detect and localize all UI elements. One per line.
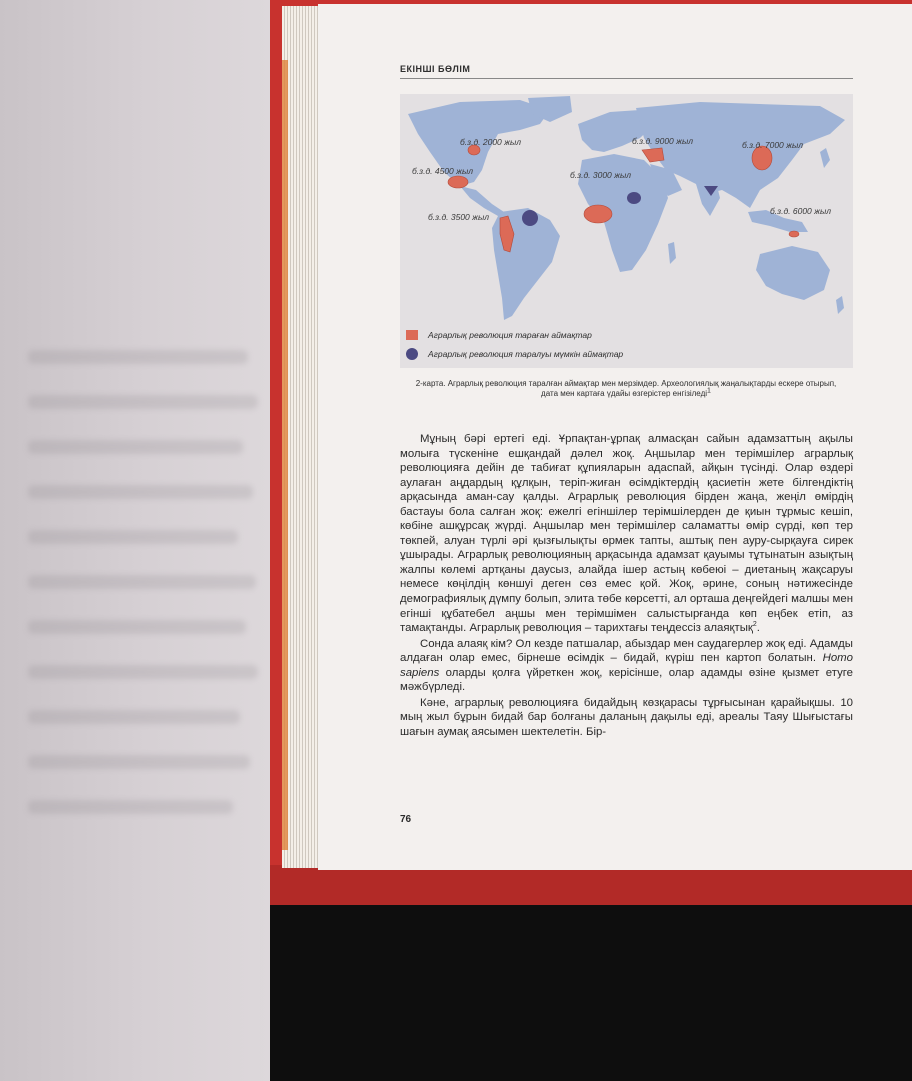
blurred-text-line [28,485,253,499]
blurred-text-line [28,665,258,679]
paragraph-3-text: Кәне, аграрлық революцияға бидайдың көзқарасы тұрғысынан қарайықшы. 10 мың жыл бұрын бидай бар болғаны даланың дақылы еді, ареалы Таяу Шығыстағы шағын аумақ аясымен шектелетін. Бір- [400,696,853,738]
world-map [400,94,853,368]
legend-possible [406,348,623,360]
continent-madagascar [668,242,676,264]
caption-text: 2-карта. Аграрлық революция таралған аймақтар мен мерзімдер. Археологиялық жаңалықтарды ескере отырып, дата мен картаға үдайы өзгерістер енгізіледі [415,379,837,398]
legend-actual [406,330,592,340]
footnote-mark-2: 2 [752,621,757,629]
map-label-3000: б.з.д. 3000 жыл [570,170,632,180]
paragraph-2-text-a: Сонда алаяқ кім? Ол кезде патшалар, абыздар мен саудагерлер жоқ еді. Адамды алдаған олар емес, бірнеше өсімдік – бидай, күріш пен картоп болатын. [400,637,853,665]
map-label-2000: б.з.д. 2000 жыл [460,137,522,147]
paragraph-1-text: Мұның бәрі ертегі еді. Ұрпақтан-ұрпақ алмасқан сайын адамзаттың ақылы молыға түскеніне ешқандай дәлел жоқ. Аңшылар мен терімшілер аграрлық революцияға дейін де табиғат құпияларын адаспай, айқын түсінді. Олар өздері аулаған аңдардың құлқын, теріп-жиған өсімдіктердің қасиетін жете білгендіктің арқасында аман-сау қалды. Аграрлық революция бірден жаңа, жеңіл өмірдің бастауы бола салған жоқ: ежелгі егіншілер терімшілерден де қиын тұрмыс кешіп, көбіне ашқұрсақ жүрді. Аңшылар мен терімшілер саламатты өмір сүрді, көп тер төкпей, алуан түрлі әрі қызғылықты өрмек тапты, аштық пен ауру-сырқауға сирек ұшырады. Аграрлық революцияның арқасында адамзат қауымы тұтынатын азықтың жалпы көлемі артқаны даусыз, алайда ішер астың көбеюі – диетаның жақсаруы немесе көңілдің көншуі деген сөз емес қой. Жоқ, әрине, соның нәтижесінде демографиялық дүмпу болып, элита төбе көрсетті, ал орташа деңгейдегі малшы мен егінші құбатебел аңшы мен терімшімен салыстырғанда көп еңбек етіп, аз тамақтанды. Аграрлық революция – тарихтағы теңдессіз алаяқтық [400,433,853,635]
paragraph-2 [400,637,853,695]
continent-japan [820,148,830,168]
legend-swatch-possible [406,348,418,360]
region-middle-east [642,148,664,162]
species-name: Homo sapiens [400,652,854,679]
region-new-guinea [789,231,799,237]
legend-label-possible: Аграрлық революция таралуы мүмкін аймақтар [428,349,624,359]
blurred-text-line [28,620,246,634]
paragraph-1 [400,432,853,636]
legend-label-actual: Аграрлық революция тараған аймақтар [428,330,592,340]
page-edge-bookmark [282,60,288,850]
running-header: ЕКІНШІ БӨЛІМ [400,64,471,74]
blurred-text-line [28,575,256,589]
paragraph-1-end: . [756,622,760,635]
paragraph-3 [400,696,853,740]
caption-footnote-mark: 1 [707,387,711,395]
region-mesoamerica [448,176,468,188]
blurred-text-line [28,755,250,769]
continent-new-zealand [836,296,844,314]
blurred-text-line [28,350,248,364]
blurred-text-line [28,800,233,814]
world-map-figure [400,94,853,368]
body-text [400,432,853,740]
figure-caption [410,379,842,399]
page-edges [282,6,322,868]
map-label-3500: б.з.д. 3500 жыл [428,212,490,222]
blurred-text-line [28,440,243,454]
continent-australia [756,246,830,300]
map-label-9000: б.з.д. 9000 жыл [632,136,694,146]
blurred-text-line [28,530,238,544]
blurred-text-line [28,710,240,724]
left-page-blurred [0,0,270,1081]
book-cover-edge [270,865,912,905]
map-label-7000: б.з.д. 7000 жыл [742,140,804,150]
page-number: 76 [400,814,412,825]
map-label-6000: б.з.д. 6000 жыл [770,206,832,216]
legend-swatch-actual [406,330,418,340]
blurred-text-line [28,395,258,409]
region-ethiopia-possible [627,192,641,204]
book-page [318,4,912,870]
map-label-4500: б.з.д. 4500 жыл [412,166,474,176]
region-amazon-possible [522,210,538,226]
header-rule [400,78,853,79]
region-africa-sahel [584,205,612,223]
paragraph-2-text-b: оларды қолға үйреткен жоқ, керісінше, олар адамды өзіне қызмет етуге мәжбүрледі. [400,666,853,694]
